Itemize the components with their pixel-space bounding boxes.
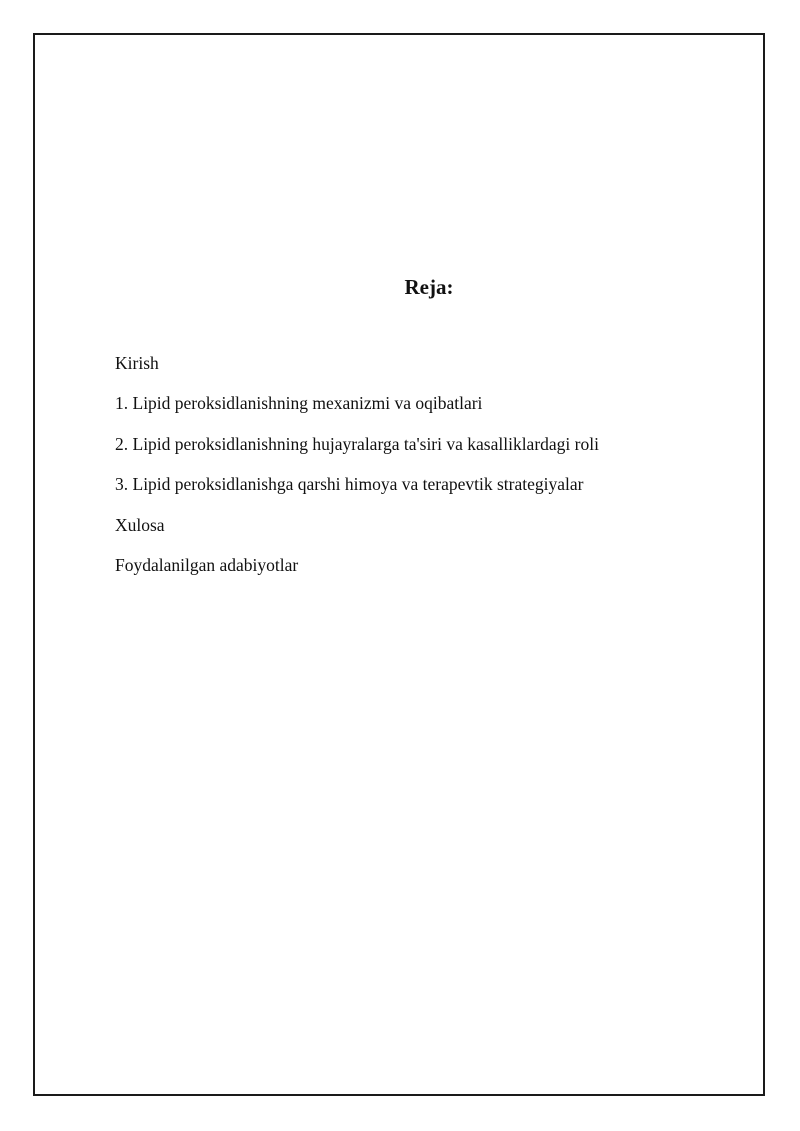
plan-item-3: 3. Lipid peroksidlanishga qarshi himoya va terapevtik strategiyalar: [115, 474, 584, 495]
plan-item-2: 2. Lipid peroksidlanishning hujayralarga ta'siri va kasalliklardagi roli: [115, 433, 599, 454]
plan-item-references: Foydalanilgan adabiyotlar: [115, 554, 299, 575]
plan-item-conclusion: Xulosa: [115, 514, 165, 535]
plan-item-intro: Kirish: [115, 353, 159, 373]
plan-list: [115, 352, 599, 594]
page-title: Reja:: [404, 275, 454, 299]
plan-item-1: 1. Lipid peroksidlanishning mexanizmi va oqibatlari: [115, 393, 483, 414]
